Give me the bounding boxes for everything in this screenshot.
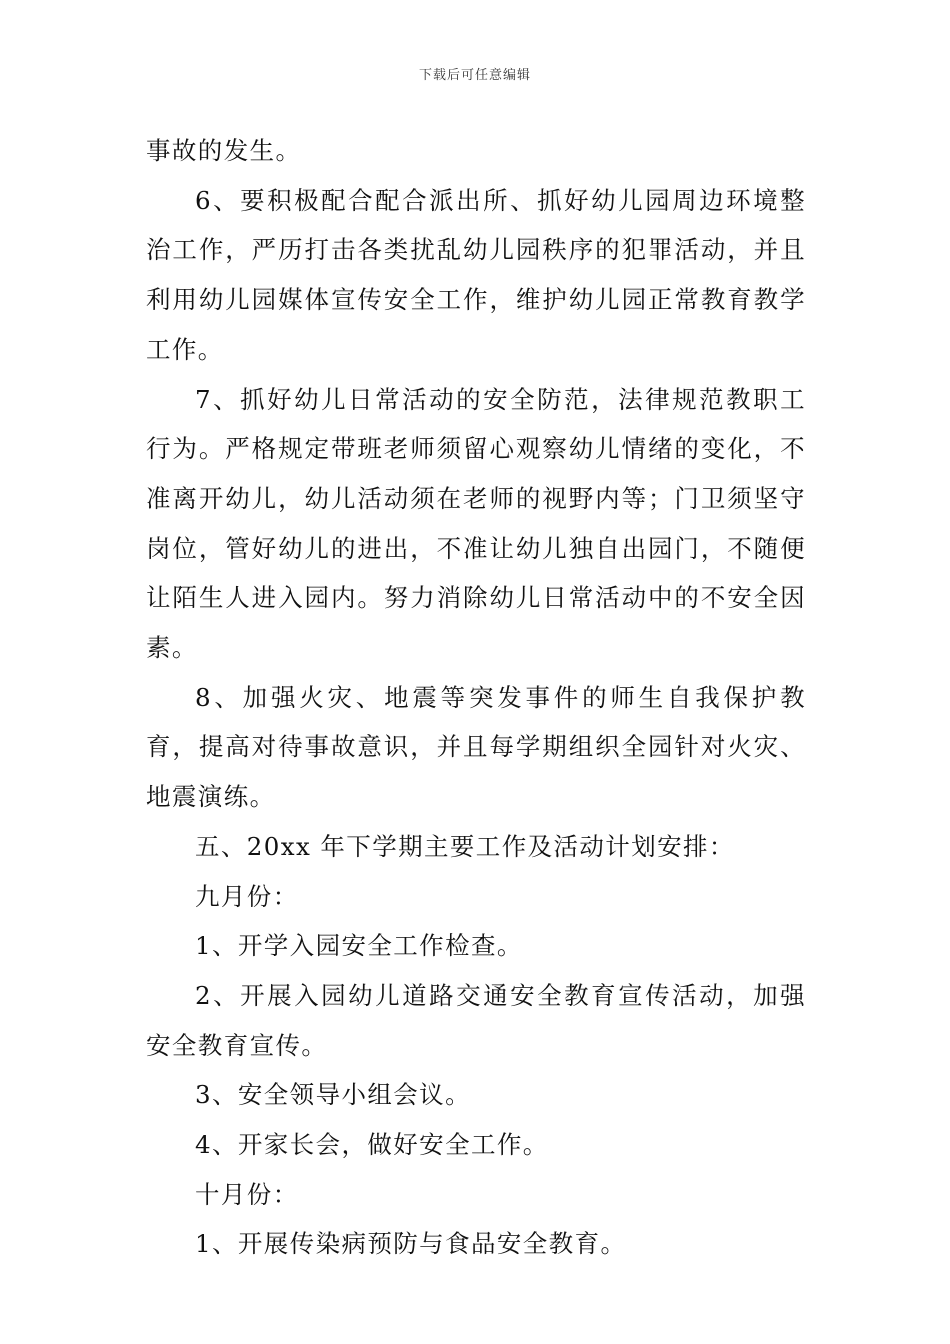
- list-item: 3、安全领导小组会议。: [195, 1080, 471, 1110]
- paragraph-4: 8、加强火灾、地震等突发事件的师生自我保护教育，提高对待事故意识，并且每学期组织全园针对火灾、地震演练。: [146, 682, 806, 812]
- list-item: 1、开展传染病预防与食品安全教育。: [195, 1229, 627, 1259]
- list-item: 2、开展入园幼儿道路交通安全教育宣传活动，加强安全教育宣传。: [146, 980, 806, 1060]
- paragraph-2: 6、要积极配合配合派出所、抓好幼儿园周边环境整治工作，严历打击各类扰乱幼儿园秩序的犯罪活动，并且利用幼儿园媒体宣传安全工作，维护幼儿园正常教育教学工作。: [146, 185, 806, 364]
- list-item: 1、开学入园安全工作检查。: [195, 931, 523, 961]
- paragraph-3: 7、抓好幼儿日常活动的安全防范，法律规范教职工行为。严格规定带班老师须留心观察幼儿情绪的变化，不准离开幼儿，幼儿活动须在老师的视野内等；门卫须坚守岗位，管好幼儿的进出，不准让幼儿独自出园门，不随便让陌生人进入园内。努力消除幼儿日常活动中的不安全因素。: [146, 384, 806, 663]
- month-heading-october: 十月份：: [195, 1179, 299, 1209]
- paragraph-1: 事故的发生。: [146, 136, 302, 165]
- section-heading-5: 五、20xx 年下学期主要工作及活动计划安排：: [195, 831, 735, 861]
- page-header: 下载后可任意编辑: [418, 68, 531, 83]
- list-item: 4、开家长会，做好安全工作。: [195, 1130, 549, 1160]
- document-body: [146, 126, 806, 1269]
- month-heading-september: 九月份：: [195, 881, 299, 911]
